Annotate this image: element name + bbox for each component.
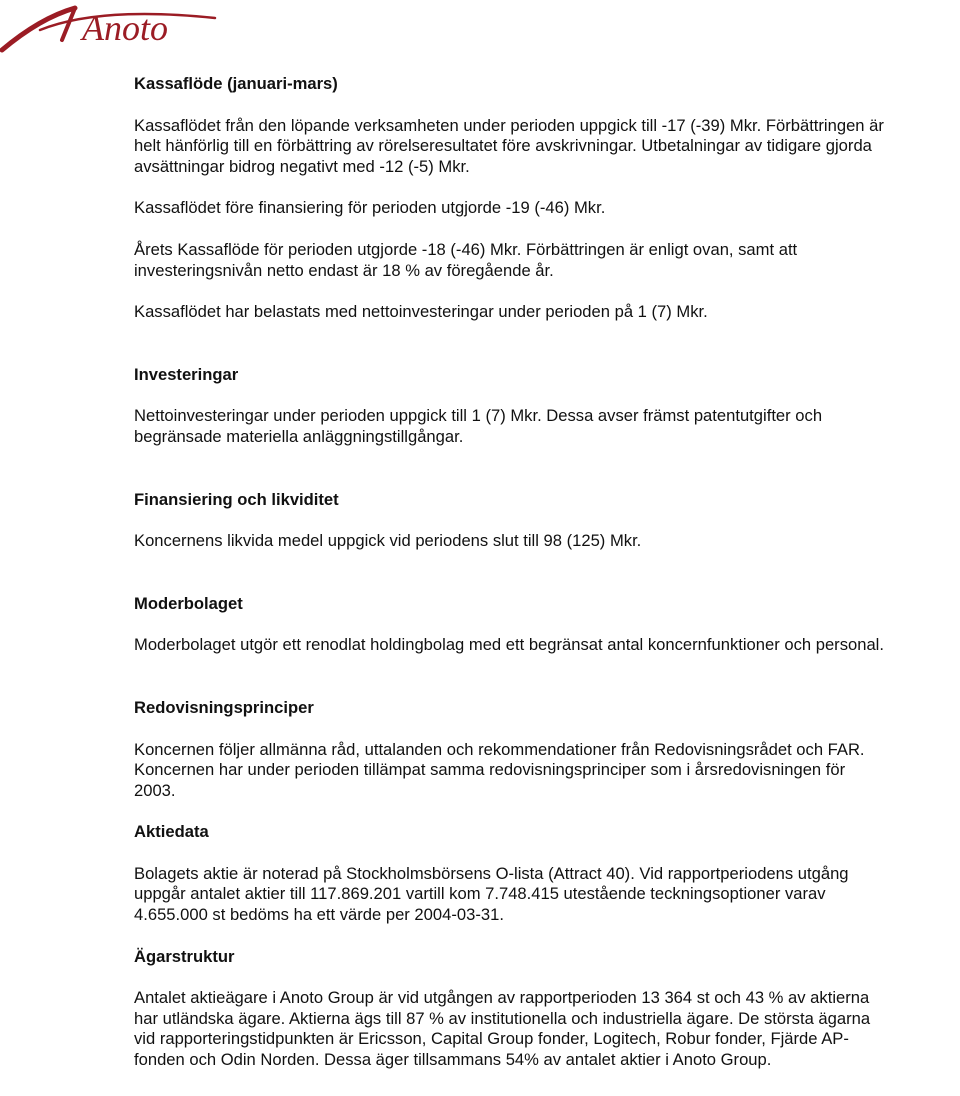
heading-accounting-principles: Redovisningsprinciper	[134, 697, 314, 717]
cashflow-paragraph-3: Årets Kassaflöde för perioden utgjorde -18 (-46) Mkr. Förbättringen är enligt ovan, samt att investeringsnivån netto endast är 18 % av föregående år.	[134, 239, 798, 280]
ownership-paragraph: Antalet aktieägare i Anoto Group är vid utgången av rapportperioden 13 364 st och 43 % av aktierna har utländska ägare. Aktierna ägs till 87 % av institutionella och industriella ägare. De största ägarna vid rapporteringstidpunkten är Ericsson, Capital Group fonder, Logitech, Robur fonder, Fjärde AP- fonden och Odin Norden. Dessa äger tillsammans 54% av antalet aktier i Anoto Group.	[134, 988, 871, 1070]
financing-paragraph: Koncernens likvida medel uppgick vid periodens slut till 98 (125) Mkr.	[134, 531, 642, 551]
anoto-logo	[0, 0, 218, 58]
cashflow-paragraph-2: Kassaflödet före finansiering för perioden utgjorde -19 (-46) Mkr.	[134, 198, 606, 218]
heading-investments: Investeringar	[134, 364, 239, 384]
heading-cashflow: Kassaflöde (januari-mars)	[134, 74, 338, 93]
cashflow-paragraph-4: Kassaflödet har belastats med nettoinvesteringar under perioden på 1 (7) Mkr.	[134, 302, 708, 322]
logo-text: Anoto	[82, 8, 168, 48]
heading-financing: Finansiering och likviditet	[134, 489, 339, 509]
document-body	[134, 74, 958, 1071]
heading-ownership: Ägarstruktur	[134, 946, 235, 966]
cashflow-paragraph-1: Kassaflödet från den löpande verksamheten under perioden uppgick till -17 (-39) Mkr. Förbättringen är helt hänförlig till en förbättring av rörelseresultatet före avskrivningar. Utbetalningar av tidigare gjorda avsättningar bidrog negativt med -12 (-5) Mkr.	[134, 115, 884, 176]
parent-company-paragraph: Moderbolaget utgör ett renodlat holdingbolag med ett begränsat antal koncernfunktioner och personal.	[134, 635, 884, 655]
heading-share-data: Aktiedata	[134, 822, 209, 842]
share-data-paragraph: Bolagets aktie är noterad på Stockholmsbörsens O-lista (Attract 40). Vid rapportperiodens utgång uppgår antalet aktier till 117.869.201 vartill kom 7.748.415 utestående teckningsoptioner varav 4.655.000 st bedöms ha ett värde per 2004-03-31.	[134, 863, 849, 925]
anoto-logo-icon	[0, 0, 218, 58]
heading-parent-company: Moderbolaget	[134, 593, 243, 613]
accounting-principles-paragraph: Koncernen följer allmänna råd, uttalanden och rekommendationer från Redovisningsrådet och FAR. Koncernen har under perioden tillämpat samma redovisningsprinciper som i årsredovisningen för 2003.	[134, 739, 865, 800]
investments-paragraph: Nettoinvesteringar under perioden uppgick till 1 (7) Mkr. Dessa avser främst patentutgifter och begränsade materiella anläggningstillgångar.	[134, 406, 823, 446]
